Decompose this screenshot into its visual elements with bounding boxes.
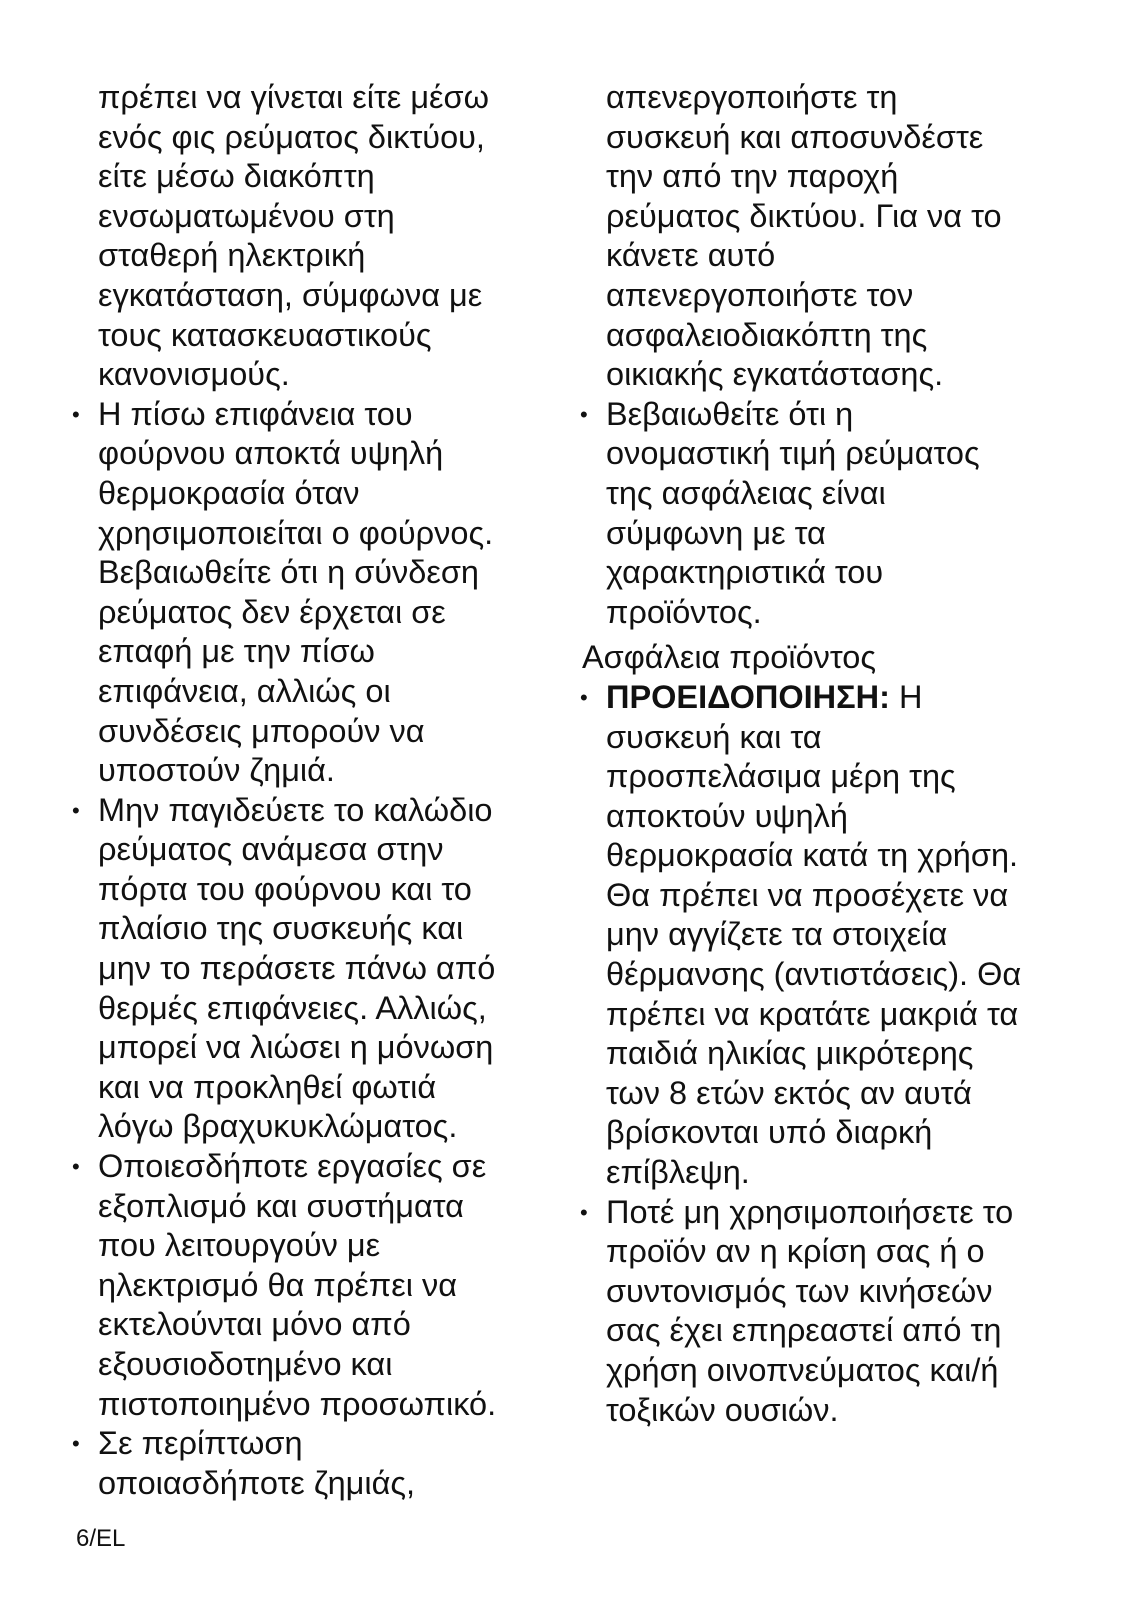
text-line: των 8 ετών εκτός αν αυτά [606,1074,972,1111]
text-line: μην το περάσετε πάνω από [98,950,496,987]
text-line: φούρνου αποκτά υψηλή [98,435,444,472]
text-line: ενσωματωμένου στη [98,197,395,234]
text-line: μπορεί να λιώσει η μόνωση [98,1029,494,1066]
text-line: κανονισμούς. [98,356,290,393]
text-line: οποιασδήποτε ζημιάς, [98,1464,416,1501]
text-line: είτε μέσω διακόπτη [98,158,375,195]
bullet-marker: • [72,797,80,823]
text-line: σταθερή ηλεκτρική [98,237,366,274]
text-line: λόγω βραχυκυκλώματος. [98,1108,458,1145]
bullet-marker: • [580,684,588,710]
section-heading: Ασφάλεια προϊόντος [582,639,877,676]
text-line: πόρτα του φούρνου και το [98,870,472,907]
warning-bullet [578,678,1058,1193]
bullet-damage [70,1424,540,1503]
left-column [70,78,540,1503]
text-line: Ποτέ μη χρησιμοποιήσετε το [606,1193,1014,1230]
text-line: προϊόντος. [606,593,762,630]
text-line: πιστοποιημένο προσωπικό. [98,1385,497,1422]
text-line: θερμοκρασία κατά τη χρήση. [606,837,1019,874]
text-line: την από την παροχή [606,158,899,195]
bullet-cable [70,791,540,1147]
text-line: Η [889,678,923,715]
text-line: μην αγγίζετε τα στοιχεία [606,916,948,953]
text-line: χρήση οινοπνεύματος και/ή [606,1352,999,1388]
bullet-marker: • [72,1431,80,1457]
text-line: εξοπλισμό και συστήματα [98,1187,464,1224]
text-line: εκτελούνται μόνο από [98,1306,411,1343]
bullet-alcohol [578,1193,1058,1431]
text-line: επαφή με την πίσω [98,633,375,670]
intro-paragraph [70,78,540,395]
text-line: προϊόν αν η κρίση σας ή ο [606,1233,985,1270]
text-line: συνδέσεις μπορούν να [98,712,425,749]
text-line: θερμές επιφάνειες. Αλλιώς, [98,989,487,1026]
text-line: τους κατασκευαστικούς [98,316,432,353]
text-line: επιφάνεια, αλλιώς οι [98,672,391,709]
text-line: συσκευή και τα [606,718,822,755]
text-line: ηλεκτρισμό θα πρέπει να [98,1266,457,1303]
text-line: Βεβαιωθείτε ότι η σύνδεση [98,554,479,591]
text-line: Θα πρέπει να προσέχετε να [606,876,1009,913]
text-line: πλαίσιο της συσκευής και [98,910,464,947]
text-line: ρεύματος ανάμεσα στην [98,831,444,868]
text-line: κάνετε αυτό [606,237,776,274]
text-line: εγκατάσταση, σύμφωνα με [98,276,483,313]
text-line: απενεργοποιήστε τη [606,79,898,115]
bullet-marker: • [580,401,588,427]
bullet-back-surface [70,395,540,791]
text-line: Οποιεσδήποτε εργασίες σε [98,1148,487,1185]
text-line: πρέπει να γίνεται είτε μέσω [98,79,489,115]
text-line: συσκευή και αποσυνδέστε [606,118,984,155]
text-line: θερμοκρασία όταν [98,474,360,511]
text-line: και να προκληθεί φωτιά [98,1068,437,1105]
text-line: χρησιμοποιείται ο φούρνος. [98,514,494,551]
text-line: υποστούν ζημιά. [98,752,335,789]
text-line: Η πίσω επιφάνεια του [98,395,413,432]
text-line: ενός φις ρεύματος δικτύου, [98,118,485,155]
text-line: προσπελάσιμα μέρη της [606,758,956,795]
text-line: επίβλεψη. [606,1154,750,1191]
text-line: πρέπει να κρατάτε μακριά τα [606,995,1019,1032]
text-line: ασφαλειοδιακόπτη της [606,316,928,353]
bullet-marker: • [72,1154,80,1180]
continued-paragraph [578,78,1058,395]
text-line: σύμφωνη με τα [606,514,826,551]
text-line: Σε περίπτωση [98,1425,303,1462]
text-line: θέρμανσης (αντιστάσεις). Θα [606,956,1022,993]
text-line: ρεύματος δικτύου. Για να το [606,197,1002,234]
text-line: Βεβαιωθείτε ότι η [606,395,854,432]
text-line: οικιακής εγκατάστασης. [606,356,944,393]
text-line: τοξικών ουσιών. [606,1391,839,1428]
text-line: χαρακτηριστικά του [606,554,884,591]
text-line: σας έχει επηρεαστεί από τη [606,1312,1002,1349]
bullet-authorized [70,1147,540,1424]
text-line: ονομαστική τιμή ρεύματος [606,435,980,472]
text-line: αποκτούν υψηλή [606,797,848,834]
text-line: παιδιά ηλικίας μικρότερης [606,1035,974,1072]
text-line: ρεύματος δεν έρχεται σε [98,593,446,630]
text-line: Μην παγιδεύετε το καλώδιο [98,791,493,828]
bullet-fuse [578,395,1058,633]
text-line: της ασφάλειας είναι [606,474,886,511]
text-line: εξουσιοδοτημένο και [98,1346,393,1382]
warning-label: ΠΡΟΕΙΔΟΠΟΙΗΣΗ: [606,678,890,715]
bullet-marker: • [580,1199,588,1225]
page-number: 6/EL [76,1525,126,1552]
text-line: βρίσκονται υπό διαρκή [606,1114,933,1151]
text-line: απενεργοποιήστε τον [606,276,914,313]
text-line: συντονισμός των κινήσεών [606,1272,993,1309]
right-column [578,78,1058,1430]
text-line: που λειτουργούν με [98,1227,381,1264]
bullet-marker: • [72,401,80,427]
